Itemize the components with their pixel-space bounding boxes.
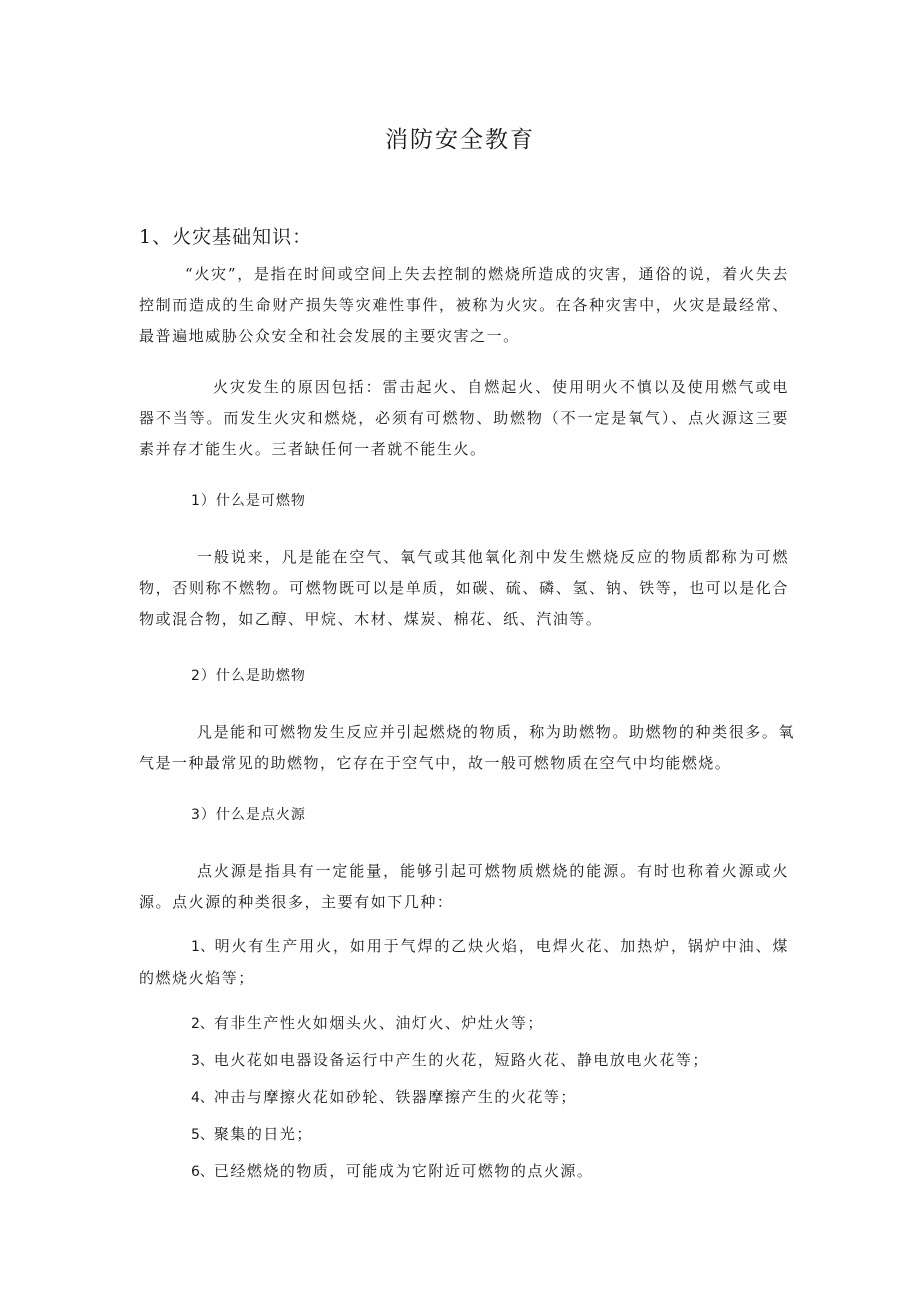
oxidizer-paragraph: 凡是能和可燃物发生反应并引起燃烧的物质，称为助燃物。助燃物的种类很多。氧气是一种最常见的助燃物，它存在于空气中，故一般可燃物质在空气中均能燃烧。 (139, 723, 795, 772)
list-item: 5、聚集的日光； (191, 1125, 313, 1143)
combustible-subheading: 1）什么是可燃物 (191, 493, 306, 509)
section-heading: 1、火灾基础知识： (139, 226, 313, 248)
list-item: 2、有非生产性火如烟头火、油灯火、炉灶火等； (191, 1014, 544, 1032)
fire-causes-paragraph: 火灾发生的原因包括：雷击起火、自燃起火、使用明火不慎以及使用燃气或电器不当等。而发生火灾和燃烧，必须有可燃物、助燃物（不一定是氧气）、点火源这三要素并存才能生火。三者缺任何一者就不能生火。 (139, 378, 789, 458)
page-title: 消防安全教育 (385, 127, 535, 153)
list-item: 6、已经燃烧的物质，可能成为它附近可燃物的点火源。 (191, 1162, 594, 1180)
list-item: 1、明火有生产用火，如用于气焊的乙炔火焰，电焊火花、加热炉，锅炉中油、煤的燃烧火焰等； (139, 937, 789, 987)
ignition-paragraph: 点火源是指具有一定能量，能够引起可燃物质燃烧的能源。有时也称着火源或火源。点火源的种类很多，主要有如下几种： (139, 862, 789, 911)
combustible-paragraph: 一般说来，凡是能在空气、氧气或其他氧化剂中发生燃烧反应的物质都称为可燃物，否则称不燃物。可燃物既可以是单质，如碳、硫、磷、氢、钠、铁等，也可以是化合物或混合物，如乙醇、甲烷、木材、煤炭、棉花、纸、汽油等。 (139, 548, 789, 628)
oxidizer-subheading: 2）什么是助燃物 (191, 668, 306, 684)
fire-definition-paragraph: “火灾”，是指在时间或空间上失去控制的燃烧所造成的灾害，通俗的说，着火失去控制而造成的生命财产损失等灾难性事件，被称为火灾。在各种灾害中，火灾是最经常、最普遍地威胁公众安全和社会发展的主要灾害之一。 (139, 265, 789, 345)
list-item: 3、电火花如电器设备运行中产生的火花，短路火花、静电放电火花等； (191, 1051, 709, 1069)
ignition-subheading: 3）什么是点火源 (191, 807, 306, 823)
list-item: 4、冲击与摩擦火花如砂轮、铁器摩擦产生的火花等； (191, 1088, 577, 1106)
